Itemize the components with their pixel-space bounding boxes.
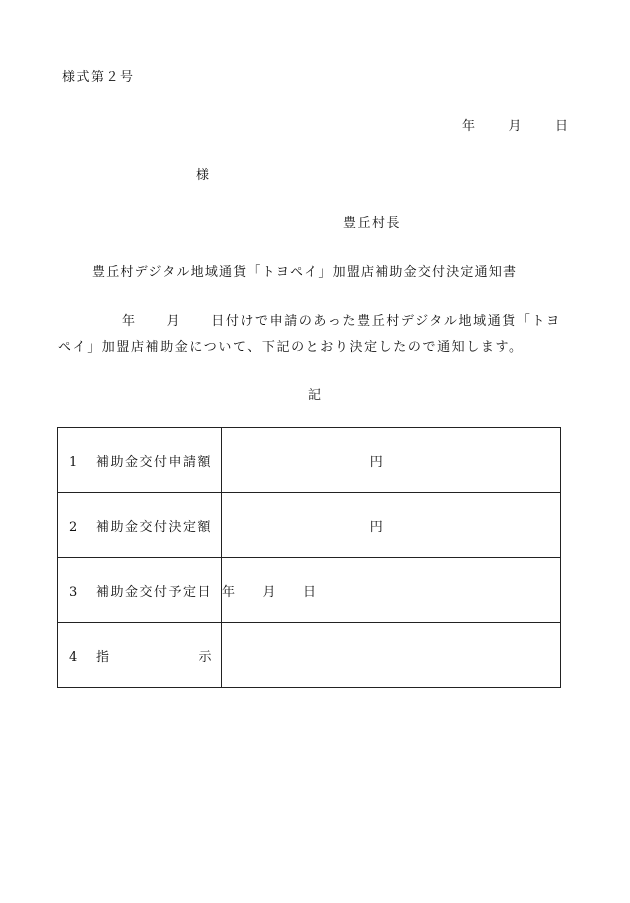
table-row [58,493,561,558]
issuer: 豊丘村長 [343,216,402,231]
row-label-text-b: 示 [198,649,213,665]
row-value [222,428,561,493]
row-number: 3 [69,584,79,600]
row-label-text-a: 指 [96,649,111,665]
row-value-unit: 円 [369,519,385,535]
row-date-year: 年 [222,584,237,600]
body-year: 年 [122,314,137,329]
table-row [58,558,561,623]
row-label [58,428,222,493]
row-label [58,493,222,558]
row-label-text: 補助金交付申請額 [96,454,213,470]
row-date-month: 月 [262,584,278,600]
row-label [58,623,222,688]
table-row [58,428,561,493]
row-number: 4 [69,649,79,665]
date-month: 月 [508,119,524,134]
date-line [462,115,570,134]
body-line-2: ペイ」加盟店補助金について、下記のとおり決定したので通知します。 [58,340,524,355]
row-value-date [222,558,561,623]
row-number: 1 [69,454,79,470]
date-day: 日 [555,119,570,134]
row-label-text: 補助金交付決定額 [96,519,213,535]
detail-table [57,427,561,688]
addressee: 様 [196,168,211,183]
row-value-unit: 円 [369,454,385,470]
row-value [222,493,561,558]
row-label-text: 補助金交付予定日 [96,584,213,600]
row-label [58,558,222,623]
body-line-1 [122,310,561,329]
row-value [222,623,561,688]
document-title: 豊丘村デジタル地域通貨「トヨペイ」加盟店補助金交付決定通知書 [92,265,518,280]
form-number: 様式第２号 [62,70,135,85]
row-date-day: 日 [303,584,318,600]
date-year: 年 [462,119,477,134]
ki-marker: 記 [308,388,323,403]
row-number: 2 [69,519,79,535]
body-month: 月 [166,314,182,329]
table-row [58,623,561,688]
body-line-1-text: 日付けで申請のあった豊丘村デジタル地域通貨「トヨ [211,314,561,329]
